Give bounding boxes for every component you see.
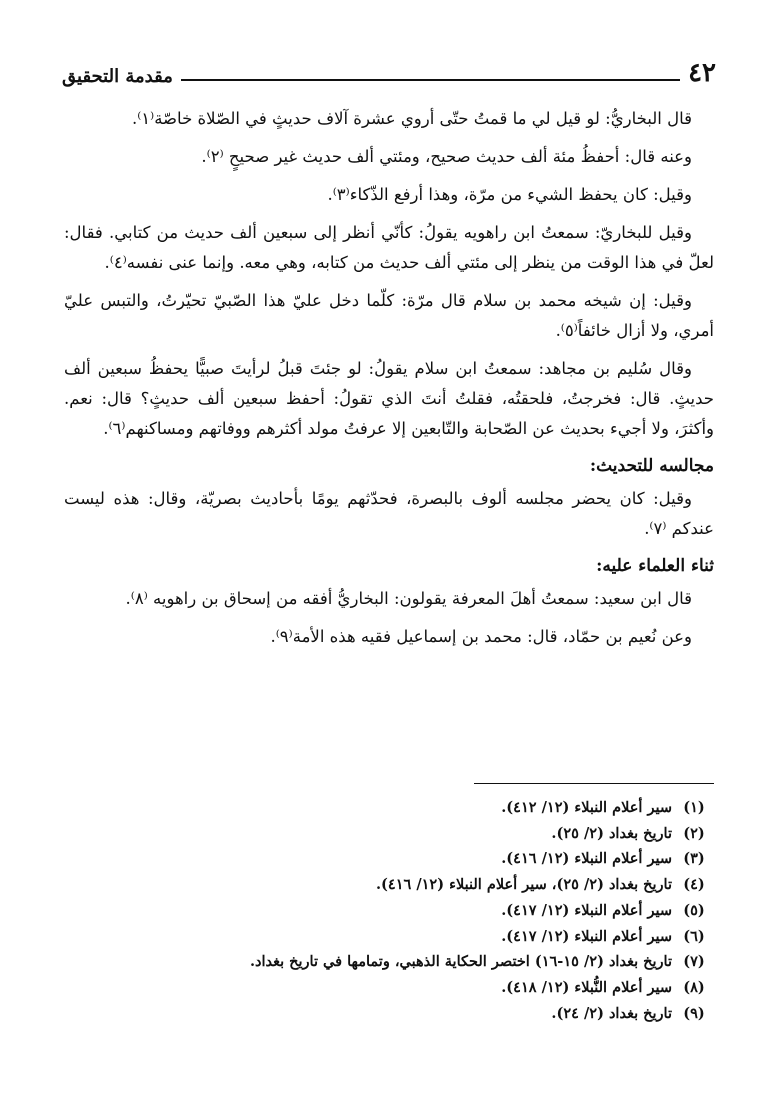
section-heading: مجالسه للتحديث: xyxy=(589,456,714,476)
footnote-separator xyxy=(474,783,714,784)
footnote xyxy=(64,795,716,821)
paragraph: وقال سُليم بن مجاهد: سمعتُ ابن سلام يقولُ: لو جئتَ قبلُ لرأيتَ صبيًّا يحفظُ سبعين ألف حديثٍ. قال: فخرجتُ، فلحقتُه، فقلتُ أنتَ الذي تقولُ: أحفظ سبعين ألف حديثٍ؟ قال: نعم. وأكثرَ، ولا أجيء بحديث عن الصّحابة والتّابعين إلا عرفتُ مولد أكثرهم ووفاتهم ومساكنهم⁽٦⁾. xyxy=(64,359,714,438)
footnote-number: (٩) xyxy=(683,1004,705,1022)
footnote-text: تاريخ بغداد (٢/ ٢٤). xyxy=(551,1004,672,1022)
footnote xyxy=(64,949,716,975)
page-number: ٤٢ xyxy=(688,58,716,88)
footnote-number: (٤) xyxy=(683,876,705,894)
footnote-text: سير أعلام النبلاء (١٢/ ٤١٧). xyxy=(501,901,672,919)
paragraph: وعنه قال: أحفظُ مئة ألف حديث صحيح، ومئتي ألف حديث غير صحيحٍ ⁽٢⁾. xyxy=(201,147,692,166)
footnote-text: سير أعلام النبلاء (١٢/ ٤١٦). xyxy=(501,850,672,868)
paragraph: قال البخاريُّ: لو قيل لي ما قمتُ حتّى أروي عشرة آلاف حديثٍ في الصّلاة خاصّة⁽١⁾. xyxy=(131,109,692,128)
footnote-number: (٥) xyxy=(683,901,705,919)
main-text xyxy=(64,104,714,660)
footnote-number: (٧) xyxy=(683,953,705,971)
running-header xyxy=(62,56,716,86)
footnotes xyxy=(64,795,716,1026)
footnote-text: تاريخ بغداد (٢/ ٢٥)، سير أعلام النبلاء (١٢/ ٤١٦). xyxy=(375,876,672,894)
footnote-text: تاريخ بغداد (٢/ ١٥-١٦) اختصر الحكاية الذهبي، وتمامها في تاريخ بغداد. xyxy=(249,953,672,971)
paragraph: وقيل للبخاريّ: سمعتُ ابن راهويه يقولُ: كأنّي أنظر إلى سبعين ألف حديث من كتابي. فقال: لعلّ في هذا الوقت من ينظر إلى مئتي ألف حديث من كتابه، وهي معه. وإنما عنى نفسه⁽٤⁾. xyxy=(64,223,714,272)
footnote-text: سير أعلام النُّبلاء (١٢/ ٤١٨). xyxy=(501,978,672,996)
paragraph: وقيل: كان يحفظ الشيء من مرّة، وهذا أرفع الذّكاء⁽٣⁾. xyxy=(327,185,692,204)
footnote-number: (٦) xyxy=(683,927,705,945)
footnote xyxy=(64,821,716,847)
footnote-number: (٣) xyxy=(683,850,705,868)
footnote xyxy=(64,924,716,950)
footnote-text: سير أعلام النبلاء (١٢/ ٤١٢). xyxy=(501,799,672,816)
paragraph: وعن نُعيم بن حمّاد، قال: محمد بن إسماعيل فقيه هذه الأمة⁽٩⁾. xyxy=(270,627,692,646)
section-heading: ثناء العلماء عليه: xyxy=(596,556,714,576)
footnote-number: (٨) xyxy=(683,978,705,996)
footnote xyxy=(64,898,716,924)
footnote-number: (١) xyxy=(683,799,705,816)
footnote-number: (٢) xyxy=(683,824,705,842)
header-title: مقدمة التحقيق xyxy=(62,66,173,87)
header-rule xyxy=(181,79,680,81)
footnote xyxy=(64,975,716,1001)
paragraph: قال ابن سعيد: سمعتُ أهلَ المعرفة يقولون: البخاريُّ أفقه من إسحاق بن راهويه ⁽٨⁾. xyxy=(125,589,692,608)
paragraph: وقيل: كان يحضر مجلسه ألوف بالبصرة، فحدّثهم يومًا بأحاديث بصريّة، وقال: هذه ليست عندكم ⁽٧⁾. xyxy=(64,489,714,538)
footnote-text: سير أعلام النبلاء (١٢/ ٤١٧). xyxy=(501,927,672,945)
paragraph: وقيل: إن شيخه محمد بن سلام قال مرّة: كلّما دخل عليّ هذا الصّبيّ تحيّرتُ، والتبس عليّ أمري، ولا أزال خائفاً⁽٥⁾. xyxy=(64,291,714,340)
footnote xyxy=(64,872,716,898)
footnote xyxy=(64,1001,716,1027)
footnote-text: تاريخ بغداد (٢/ ٢٥). xyxy=(551,824,672,842)
footnote xyxy=(64,846,716,872)
